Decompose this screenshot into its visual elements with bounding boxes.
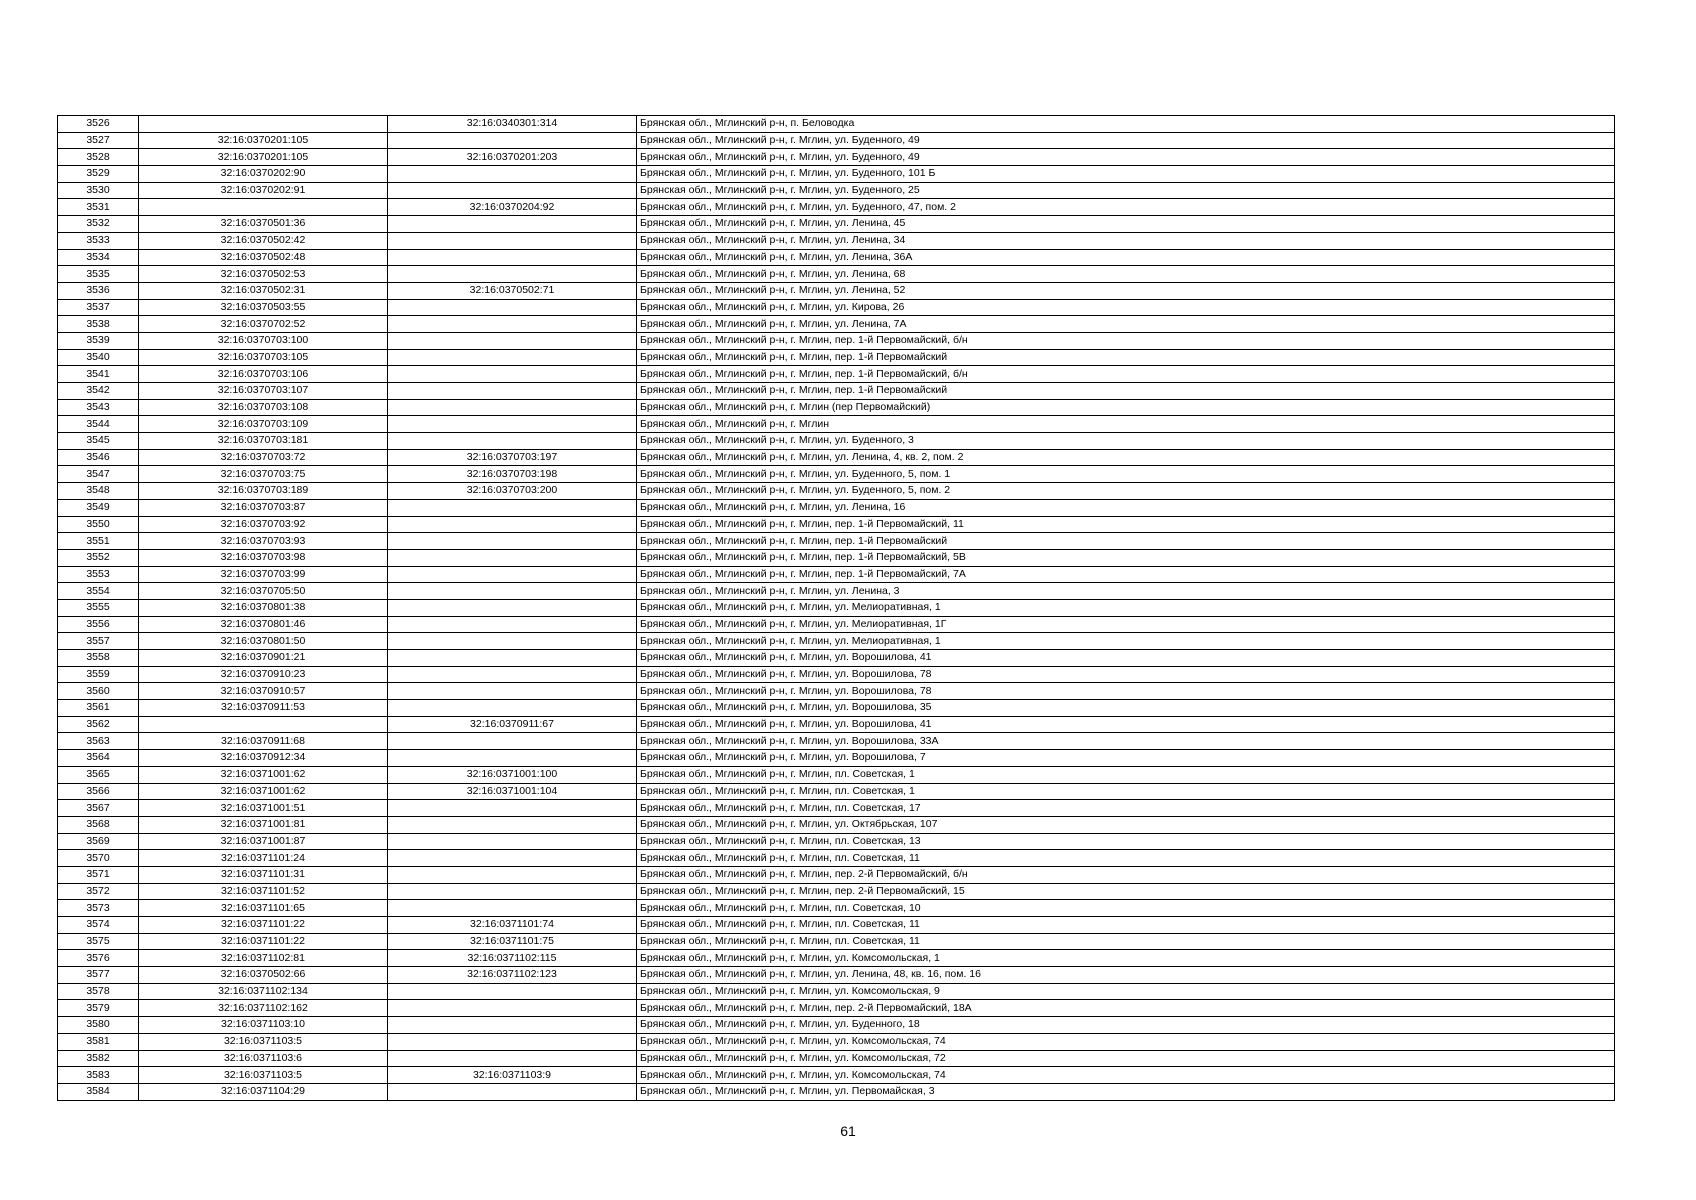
land-cadastral-number-cell: 32:16:0371103:10 bbox=[139, 1017, 388, 1034]
land-cadastral-number-cell: 32:16:0371001:51 bbox=[139, 800, 388, 817]
row-number-cell: 3584 bbox=[58, 1083, 139, 1100]
table-row bbox=[58, 116, 1615, 133]
object-cadastral-number-cell bbox=[388, 182, 637, 199]
table-row bbox=[58, 166, 1615, 183]
object-cadastral-number-cell bbox=[388, 1033, 637, 1050]
address-cell: Брянская обл., Мглинский р-н, г. Мглин, ул. Комсомольская, 74 bbox=[637, 1033, 1615, 1050]
table-row bbox=[58, 316, 1615, 333]
land-cadastral-number-cell: 32:16:0370703:105 bbox=[139, 349, 388, 366]
table-row bbox=[58, 967, 1615, 984]
object-cadastral-number-cell bbox=[388, 349, 637, 366]
object-cadastral-number-cell bbox=[388, 249, 637, 266]
address-cell: Брянская обл., Мглинский р-н, п. Беловодка bbox=[637, 116, 1615, 133]
land-cadastral-number-cell: 32:16:0371102:162 bbox=[139, 1000, 388, 1017]
object-cadastral-number-cell: 32:16:0371103:9 bbox=[388, 1067, 637, 1084]
row-number-cell: 3539 bbox=[58, 332, 139, 349]
row-number-cell: 3531 bbox=[58, 199, 139, 216]
land-cadastral-number-cell: 32:16:0370703:72 bbox=[139, 449, 388, 466]
address-cell: Брянская обл., Мглинский р-н, г. Мглин, ул. Буденного, 49 bbox=[637, 149, 1615, 166]
address-cell: Брянская обл., Мглинский р-н, г. Мглин, ул. Ленина, 4, кв. 2, пом. 2 bbox=[637, 449, 1615, 466]
land-cadastral-number-cell: 32:16:0371101:52 bbox=[139, 883, 388, 900]
object-cadastral-number-cell: 32:16:0370911:67 bbox=[388, 716, 637, 733]
address-cell: Брянская обл., Мглинский р-н, г. Мглин, ул. Буденного, 5, пом. 2 bbox=[637, 483, 1615, 500]
address-cell: Брянская обл., Мглинский р-н, г. Мглин, ул. Кирова, 26 bbox=[637, 299, 1615, 316]
registry-table-body bbox=[58, 116, 1615, 1101]
table-row bbox=[58, 616, 1615, 633]
row-number-cell: 3565 bbox=[58, 766, 139, 783]
land-cadastral-number-cell: 32:16:0370801:50 bbox=[139, 633, 388, 650]
address-cell: Брянская обл., Мглинский р-н, г. Мглин, ул. Буденного, 101 Б bbox=[637, 166, 1615, 183]
table-row bbox=[58, 466, 1615, 483]
land-cadastral-number-cell: 32:16:0370705:50 bbox=[139, 583, 388, 600]
row-number-cell: 3544 bbox=[58, 416, 139, 433]
table-row bbox=[58, 716, 1615, 733]
table-row bbox=[58, 449, 1615, 466]
address-cell: Брянская обл., Мглинский р-н, г. Мглин, ул. Ворошилова, 78 bbox=[637, 683, 1615, 700]
table-row bbox=[58, 282, 1615, 299]
table-row bbox=[58, 533, 1615, 550]
object-cadastral-number-cell bbox=[388, 616, 637, 633]
table-row bbox=[58, 149, 1615, 166]
land-cadastral-number-cell: 32:16:0370703:100 bbox=[139, 332, 388, 349]
land-cadastral-number-cell: 32:16:0371104:29 bbox=[139, 1083, 388, 1100]
object-cadastral-number-cell bbox=[388, 683, 637, 700]
address-cell: Брянская обл., Мглинский р-н, г. Мглин, ул. Ворошилова, 35 bbox=[637, 700, 1615, 717]
object-cadastral-number-cell bbox=[388, 583, 637, 600]
object-cadastral-number-cell bbox=[388, 666, 637, 683]
row-number-cell: 3527 bbox=[58, 132, 139, 149]
object-cadastral-number-cell: 32:16:0371001:100 bbox=[388, 766, 637, 783]
object-cadastral-number-cell bbox=[388, 366, 637, 383]
table-row bbox=[58, 1000, 1615, 1017]
row-number-cell: 3571 bbox=[58, 866, 139, 883]
address-cell: Брянская обл., Мглинский р-н, г. Мглин, ул. Ленина, 7А bbox=[637, 316, 1615, 333]
land-cadastral-number-cell: 32:16:0370502:66 bbox=[139, 967, 388, 984]
row-number-cell: 3583 bbox=[58, 1067, 139, 1084]
page-number: 61 bbox=[840, 1123, 856, 1139]
land-cadastral-number-cell: 32:16:0370501:36 bbox=[139, 216, 388, 233]
table-row bbox=[58, 232, 1615, 249]
row-number-cell: 3545 bbox=[58, 433, 139, 450]
address-cell: Брянская обл., Мглинский р-н, г. Мглин, ул. Комсомольская, 9 bbox=[637, 983, 1615, 1000]
land-cadastral-number-cell: 32:16:0370703:99 bbox=[139, 566, 388, 583]
address-cell: Брянская обл., Мглинский р-н, г. Мглин, ул. Ленина, 52 bbox=[637, 282, 1615, 299]
table-row bbox=[58, 983, 1615, 1000]
object-cadastral-number-cell bbox=[388, 650, 637, 667]
object-cadastral-number-cell bbox=[388, 1050, 637, 1067]
land-cadastral-number-cell: 32:16:0371102:81 bbox=[139, 950, 388, 967]
table-row bbox=[58, 666, 1615, 683]
object-cadastral-number-cell bbox=[388, 416, 637, 433]
object-cadastral-number-cell bbox=[388, 983, 637, 1000]
land-cadastral-number-cell: 32:16:0371001:62 bbox=[139, 766, 388, 783]
address-cell: Брянская обл., Мглинский р-н, г. Мглин, ул. Буденного, 18 bbox=[637, 1017, 1615, 1034]
row-number-cell: 3559 bbox=[58, 666, 139, 683]
address-cell: Брянская обл., Мглинский р-н, г. Мглин, пер. 2-й Первомайский, 15 bbox=[637, 883, 1615, 900]
row-number-cell: 3576 bbox=[58, 950, 139, 967]
object-cadastral-number-cell bbox=[388, 299, 637, 316]
table-row bbox=[58, 1017, 1615, 1034]
table-row bbox=[58, 266, 1615, 283]
row-number-cell: 3540 bbox=[58, 349, 139, 366]
table-row bbox=[58, 1033, 1615, 1050]
row-number-cell: 3562 bbox=[58, 716, 139, 733]
object-cadastral-number-cell bbox=[388, 533, 637, 550]
object-cadastral-number-cell bbox=[388, 433, 637, 450]
object-cadastral-number-cell: 32:16:0371102:123 bbox=[388, 967, 637, 984]
land-cadastral-number-cell: 32:16:0370202:90 bbox=[139, 166, 388, 183]
land-cadastral-number-cell: 32:16:0370911:68 bbox=[139, 733, 388, 750]
row-number-cell: 3551 bbox=[58, 533, 139, 550]
row-number-cell: 3538 bbox=[58, 316, 139, 333]
address-cell: Брянская обл., Мглинский р-н, г. Мглин, пер. 1-й Первомайский, б/н bbox=[637, 366, 1615, 383]
object-cadastral-number-cell bbox=[388, 750, 637, 767]
row-number-cell: 3530 bbox=[58, 182, 139, 199]
row-number-cell: 3578 bbox=[58, 983, 139, 1000]
table-row bbox=[58, 549, 1615, 566]
registry-table bbox=[57, 115, 1615, 1101]
row-number-cell: 3554 bbox=[58, 583, 139, 600]
object-cadastral-number-cell: 32:16:0371102:115 bbox=[388, 950, 637, 967]
table-row bbox=[58, 750, 1615, 767]
table-row bbox=[58, 900, 1615, 917]
land-cadastral-number-cell: 32:16:0370703:87 bbox=[139, 499, 388, 516]
table-row bbox=[58, 917, 1615, 934]
address-cell: Брянская обл., Мглинский р-н, г. Мглин, ул. Буденного, 47, пом. 2 bbox=[637, 199, 1615, 216]
address-cell: Брянская обл., Мглинский р-н, г. Мглин, пл. Советская, 10 bbox=[637, 900, 1615, 917]
row-number-cell: 3537 bbox=[58, 299, 139, 316]
row-number-cell: 3542 bbox=[58, 383, 139, 400]
address-cell: Брянская обл., Мглинский р-н, г. Мглин, пл. Советская, 1 bbox=[637, 783, 1615, 800]
address-cell: Брянская обл., Мглинский р-н, г. Мглин, пер. 1-й Первомайский, 5В bbox=[637, 549, 1615, 566]
address-cell: Брянская обл., Мглинский р-н, г. Мглин, ул. Первомайская, 3 bbox=[637, 1083, 1615, 1100]
object-cadastral-number-cell: 32:16:0340301:314 bbox=[388, 116, 637, 133]
row-number-cell: 3581 bbox=[58, 1033, 139, 1050]
land-cadastral-number-cell: 32:16:0370801:46 bbox=[139, 616, 388, 633]
row-number-cell: 3575 bbox=[58, 933, 139, 950]
object-cadastral-number-cell bbox=[388, 1017, 637, 1034]
object-cadastral-number-cell bbox=[388, 733, 637, 750]
address-cell: Брянская обл., Мглинский р-н, г. Мглин, ул. Ворошилова, 7 bbox=[637, 750, 1615, 767]
row-number-cell: 3532 bbox=[58, 216, 139, 233]
object-cadastral-number-cell: 32:16:0371101:74 bbox=[388, 917, 637, 934]
land-cadastral-number-cell: 32:16:0370503:55 bbox=[139, 299, 388, 316]
table-row bbox=[58, 766, 1615, 783]
table-row bbox=[58, 483, 1615, 500]
object-cadastral-number-cell bbox=[388, 700, 637, 717]
address-cell: Брянская обл., Мглинский р-н, г. Мглин, пер. 1-й Первомайский, 11 bbox=[637, 516, 1615, 533]
row-number-cell: 3560 bbox=[58, 683, 139, 700]
table-row bbox=[58, 383, 1615, 400]
land-cadastral-number-cell: 32:16:0371101:24 bbox=[139, 850, 388, 867]
table-row bbox=[58, 349, 1615, 366]
land-cadastral-number-cell: 32:16:0370703:98 bbox=[139, 549, 388, 566]
land-cadastral-number-cell: 32:16:0370910:57 bbox=[139, 683, 388, 700]
row-number-cell: 3547 bbox=[58, 466, 139, 483]
land-cadastral-number-cell: 32:16:0370702:52 bbox=[139, 316, 388, 333]
land-cadastral-number-cell: 32:16:0371001:87 bbox=[139, 833, 388, 850]
object-cadastral-number-cell: 32:16:0371101:75 bbox=[388, 933, 637, 950]
land-cadastral-number-cell: 32:16:0370502:31 bbox=[139, 282, 388, 299]
address-cell: Брянская обл., Мглинский р-н, г. Мглин, пл. Советская, 11 bbox=[637, 933, 1615, 950]
row-number-cell: 3552 bbox=[58, 549, 139, 566]
address-cell: Брянская обл., Мглинский р-н, г. Мглин, ул. Мелиоративная, 1 bbox=[637, 633, 1615, 650]
object-cadastral-number-cell bbox=[388, 850, 637, 867]
object-cadastral-number-cell bbox=[388, 516, 637, 533]
land-cadastral-number-cell: 32:16:0371103:5 bbox=[139, 1033, 388, 1050]
land-cadastral-number-cell: 32:16:0370202:91 bbox=[139, 182, 388, 199]
row-number-cell: 3574 bbox=[58, 917, 139, 934]
table-row bbox=[58, 633, 1615, 650]
row-number-cell: 3546 bbox=[58, 449, 139, 466]
land-cadastral-number-cell bbox=[139, 199, 388, 216]
table-row bbox=[58, 182, 1615, 199]
row-number-cell: 3529 bbox=[58, 166, 139, 183]
row-number-cell: 3558 bbox=[58, 650, 139, 667]
land-cadastral-number-cell: 32:16:0371101:22 bbox=[139, 917, 388, 934]
object-cadastral-number-cell: 32:16:0371001:104 bbox=[388, 783, 637, 800]
address-cell: Брянская обл., Мглинский р-н, г. Мглин, ул. Комсомольская, 1 bbox=[637, 950, 1615, 967]
address-cell: Брянская обл., Мглинский р-н, г. Мглин, ул. Мелиоративная, 1Г bbox=[637, 616, 1615, 633]
table-row bbox=[58, 700, 1615, 717]
object-cadastral-number-cell bbox=[388, 499, 637, 516]
address-cell: Брянская обл., Мглинский р-н, г. Мглин, ул. Буденного, 49 bbox=[637, 132, 1615, 149]
land-cadastral-number-cell bbox=[139, 116, 388, 133]
row-number-cell: 3573 bbox=[58, 900, 139, 917]
row-number-cell: 3566 bbox=[58, 783, 139, 800]
land-cadastral-number-cell: 32:16:0370502:42 bbox=[139, 232, 388, 249]
table-row bbox=[58, 816, 1615, 833]
object-cadastral-number-cell bbox=[388, 216, 637, 233]
address-cell: Брянская обл., Мглинский р-н, г. Мглин, ул. Буденного, 3 bbox=[637, 433, 1615, 450]
address-cell: Брянская обл., Мглинский р-н, г. Мглин, ул. Комсомольская, 74 bbox=[637, 1067, 1615, 1084]
table-row bbox=[58, 683, 1615, 700]
object-cadastral-number-cell bbox=[388, 633, 637, 650]
table-row bbox=[58, 366, 1615, 383]
row-number-cell: 3549 bbox=[58, 499, 139, 516]
land-cadastral-number-cell: 32:16:0370703:75 bbox=[139, 466, 388, 483]
row-number-cell: 3580 bbox=[58, 1017, 139, 1034]
address-cell: Брянская обл., Мглинский р-н, г. Мглин, ул. Комсомольская, 72 bbox=[637, 1050, 1615, 1067]
object-cadastral-number-cell bbox=[388, 399, 637, 416]
row-number-cell: 3535 bbox=[58, 266, 139, 283]
address-cell: Брянская обл., Мглинский р-н, г. Мглин, ул. Ворошилова, 41 bbox=[637, 650, 1615, 667]
land-cadastral-number-cell: 32:16:0370703:109 bbox=[139, 416, 388, 433]
address-cell: Брянская обл., Мглинский р-н, г. Мглин (пер Первомайский) bbox=[637, 399, 1615, 416]
table-row bbox=[58, 583, 1615, 600]
land-cadastral-number-cell: 32:16:0370703:93 bbox=[139, 533, 388, 550]
address-cell: Брянская обл., Мглинский р-н, г. Мглин, ул. Буденного, 25 bbox=[637, 182, 1615, 199]
row-number-cell: 3556 bbox=[58, 616, 139, 633]
row-number-cell: 3528 bbox=[58, 149, 139, 166]
row-number-cell: 3561 bbox=[58, 700, 139, 717]
address-cell: Брянская обл., Мглинский р-н, г. Мглин, ул. Ворошилова, 33А bbox=[637, 733, 1615, 750]
object-cadastral-number-cell bbox=[388, 800, 637, 817]
table-row bbox=[58, 566, 1615, 583]
address-cell: Брянская обл., Мглинский р-н, г. Мглин, пер. 2-й Первомайский, б/н bbox=[637, 866, 1615, 883]
object-cadastral-number-cell: 32:16:0370201:203 bbox=[388, 149, 637, 166]
table-row bbox=[58, 950, 1615, 967]
object-cadastral-number-cell bbox=[388, 1000, 637, 1017]
land-cadastral-number-cell: 32:16:0370703:107 bbox=[139, 383, 388, 400]
address-cell: Брянская обл., Мглинский р-н, г. Мглин, ул. Ленина, 45 bbox=[637, 216, 1615, 233]
row-number-cell: 3564 bbox=[58, 750, 139, 767]
table-row bbox=[58, 1083, 1615, 1100]
land-cadastral-number-cell: 32:16:0371101:22 bbox=[139, 933, 388, 950]
table-row bbox=[58, 216, 1615, 233]
object-cadastral-number-cell bbox=[388, 816, 637, 833]
object-cadastral-number-cell bbox=[388, 900, 637, 917]
object-cadastral-number-cell: 32:16:0370502:71 bbox=[388, 282, 637, 299]
table-row bbox=[58, 1067, 1615, 1084]
table-row bbox=[58, 416, 1615, 433]
object-cadastral-number-cell bbox=[388, 266, 637, 283]
land-cadastral-number-cell: 32:16:0370801:38 bbox=[139, 599, 388, 616]
land-cadastral-number-cell: 32:16:0370910:23 bbox=[139, 666, 388, 683]
object-cadastral-number-cell: 32:16:0370703:200 bbox=[388, 483, 637, 500]
table-row bbox=[58, 199, 1615, 216]
object-cadastral-number-cell bbox=[388, 132, 637, 149]
address-cell: Брянская обл., Мглинский р-н, г. Мглин, ул. Ленина, 16 bbox=[637, 499, 1615, 516]
address-cell: Брянская обл., Мглинский р-н, г. Мглин, ул. Ленина, 36А bbox=[637, 249, 1615, 266]
land-cadastral-number-cell: 32:16:0371101:31 bbox=[139, 866, 388, 883]
address-cell: Брянская обл., Мглинский р-н, г. Мглин, ул. Буденного, 5, пом. 1 bbox=[637, 466, 1615, 483]
row-number-cell: 3536 bbox=[58, 282, 139, 299]
address-cell: Брянская обл., Мглинский р-н, г. Мглин bbox=[637, 416, 1615, 433]
row-number-cell: 3543 bbox=[58, 399, 139, 416]
land-cadastral-number-cell: 32:16:0370911:53 bbox=[139, 700, 388, 717]
land-cadastral-number-cell: 32:16:0371001:62 bbox=[139, 783, 388, 800]
table-row bbox=[58, 650, 1615, 667]
row-number-cell: 3557 bbox=[58, 633, 139, 650]
row-number-cell: 3526 bbox=[58, 116, 139, 133]
object-cadastral-number-cell: 32:16:0370703:198 bbox=[388, 466, 637, 483]
row-number-cell: 3563 bbox=[58, 733, 139, 750]
row-number-cell: 3534 bbox=[58, 249, 139, 266]
address-cell: Брянская обл., Мглинский р-н, г. Мглин, ул. Ленина, 68 bbox=[637, 266, 1615, 283]
address-cell: Брянская обл., Мглинский р-н, г. Мглин, ул. Ворошилова, 78 bbox=[637, 666, 1615, 683]
row-number-cell: 3550 bbox=[58, 516, 139, 533]
address-cell: Брянская обл., Мглинский р-н, г. Мглин, пер. 1-й Первомайский, б/н bbox=[637, 332, 1615, 349]
land-cadastral-number-cell: 32:16:0370703:106 bbox=[139, 366, 388, 383]
address-cell: Брянская обл., Мглинский р-н, г. Мглин, ул. Ленина, 34 bbox=[637, 232, 1615, 249]
land-cadastral-number-cell: 32:16:0370703:108 bbox=[139, 399, 388, 416]
object-cadastral-number-cell bbox=[388, 383, 637, 400]
row-number-cell: 3548 bbox=[58, 483, 139, 500]
table-row bbox=[58, 933, 1615, 950]
address-cell: Брянская обл., Мглинский р-н, г. Мглин, пер. 1-й Первомайский bbox=[637, 533, 1615, 550]
table-row bbox=[58, 1050, 1615, 1067]
address-cell: Брянская обл., Мглинский р-н, г. Мглин, пер. 1-й Первомайский, 7А bbox=[637, 566, 1615, 583]
row-number-cell: 3553 bbox=[58, 566, 139, 583]
table-row bbox=[58, 866, 1615, 883]
address-cell: Брянская обл., Мглинский р-н, г. Мглин, пл. Советская, 13 bbox=[637, 833, 1615, 850]
address-cell: Брянская обл., Мглинский р-н, г. Мглин, пер. 1-й Первомайский bbox=[637, 349, 1615, 366]
row-number-cell: 3555 bbox=[58, 599, 139, 616]
address-cell: Брянская обл., Мглинский р-н, г. Мглин, ул. Ленина, 48, кв. 16, пом. 16 bbox=[637, 967, 1615, 984]
land-cadastral-number-cell: 32:16:0370703:189 bbox=[139, 483, 388, 500]
land-cadastral-number-cell: 32:16:0370201:105 bbox=[139, 132, 388, 149]
row-number-cell: 3570 bbox=[58, 850, 139, 867]
table-row bbox=[58, 299, 1615, 316]
address-cell: Брянская обл., Мглинский р-н, г. Мглин, пл. Советская, 1 bbox=[637, 766, 1615, 783]
land-cadastral-number-cell: 32:16:0371102:134 bbox=[139, 983, 388, 1000]
table-row bbox=[58, 850, 1615, 867]
address-cell: Брянская обл., Мглинский р-н, г. Мглин, пер. 2-й Первомайский, 18А bbox=[637, 1000, 1615, 1017]
row-number-cell: 3579 bbox=[58, 1000, 139, 1017]
row-number-cell: 3567 bbox=[58, 800, 139, 817]
table-row bbox=[58, 599, 1615, 616]
land-cadastral-number-cell: 32:16:0370901:21 bbox=[139, 650, 388, 667]
row-number-cell: 3533 bbox=[58, 232, 139, 249]
row-number-cell: 3572 bbox=[58, 883, 139, 900]
address-cell: Брянская обл., Мглинский р-н, г. Мглин, пл. Советская, 17 bbox=[637, 800, 1615, 817]
land-cadastral-number-cell bbox=[139, 716, 388, 733]
table-row bbox=[58, 399, 1615, 416]
object-cadastral-number-cell bbox=[388, 549, 637, 566]
row-number-cell: 3577 bbox=[58, 967, 139, 984]
table-row bbox=[58, 499, 1615, 516]
row-number-cell: 3569 bbox=[58, 833, 139, 850]
land-cadastral-number-cell: 32:16:0370912:34 bbox=[139, 750, 388, 767]
object-cadastral-number-cell bbox=[388, 866, 637, 883]
land-cadastral-number-cell: 32:16:0370502:48 bbox=[139, 249, 388, 266]
object-cadastral-number-cell bbox=[388, 166, 637, 183]
object-cadastral-number-cell bbox=[388, 833, 637, 850]
table-row bbox=[58, 733, 1615, 750]
row-number-cell: 3541 bbox=[58, 366, 139, 383]
land-cadastral-number-cell: 32:16:0371103:5 bbox=[139, 1067, 388, 1084]
object-cadastral-number-cell bbox=[388, 883, 637, 900]
object-cadastral-number-cell bbox=[388, 1083, 637, 1100]
land-cadastral-number-cell: 32:16:0371103:6 bbox=[139, 1050, 388, 1067]
table-row bbox=[58, 883, 1615, 900]
table-row bbox=[58, 516, 1615, 533]
address-cell: Брянская обл., Мглинский р-н, г. Мглин, ул. Ворошилова, 41 bbox=[637, 716, 1615, 733]
table-row bbox=[58, 332, 1615, 349]
object-cadastral-number-cell: 32:16:0370703:197 bbox=[388, 449, 637, 466]
row-number-cell: 3568 bbox=[58, 816, 139, 833]
land-cadastral-number-cell: 32:16:0370703:92 bbox=[139, 516, 388, 533]
land-cadastral-number-cell: 32:16:0370502:53 bbox=[139, 266, 388, 283]
object-cadastral-number-cell: 32:16:0370204:92 bbox=[388, 199, 637, 216]
object-cadastral-number-cell bbox=[388, 316, 637, 333]
object-cadastral-number-cell bbox=[388, 599, 637, 616]
address-cell: Брянская обл., Мглинский р-н, г. Мглин, ул. Октябрьская, 107 bbox=[637, 816, 1615, 833]
address-cell: Брянская обл., Мглинский р-н, г. Мглин, пл. Советская, 11 bbox=[637, 917, 1615, 934]
land-cadastral-number-cell: 32:16:0371101:65 bbox=[139, 900, 388, 917]
table-row bbox=[58, 433, 1615, 450]
table-row bbox=[58, 249, 1615, 266]
table-row bbox=[58, 132, 1615, 149]
land-cadastral-number-cell: 32:16:0370201:105 bbox=[139, 149, 388, 166]
table-row bbox=[58, 783, 1615, 800]
address-cell: Брянская обл., Мглинский р-н, г. Мглин, ул. Мелиоративная, 1 bbox=[637, 599, 1615, 616]
address-cell: Брянская обл., Мглинский р-н, г. Мглин, ул. Ленина, 3 bbox=[637, 583, 1615, 600]
row-number-cell: 3582 bbox=[58, 1050, 139, 1067]
address-cell: Брянская обл., Мглинский р-н, г. Мглин, пер. 1-й Первомайский bbox=[637, 383, 1615, 400]
land-cadastral-number-cell: 32:16:0370703:181 bbox=[139, 433, 388, 450]
table-row bbox=[58, 833, 1615, 850]
object-cadastral-number-cell bbox=[388, 332, 637, 349]
table-row bbox=[58, 800, 1615, 817]
object-cadastral-number-cell bbox=[388, 232, 637, 249]
land-cadastral-number-cell: 32:16:0371001:81 bbox=[139, 816, 388, 833]
object-cadastral-number-cell bbox=[388, 566, 637, 583]
address-cell: Брянская обл., Мглинский р-н, г. Мглин, пл. Советская, 11 bbox=[637, 850, 1615, 867]
